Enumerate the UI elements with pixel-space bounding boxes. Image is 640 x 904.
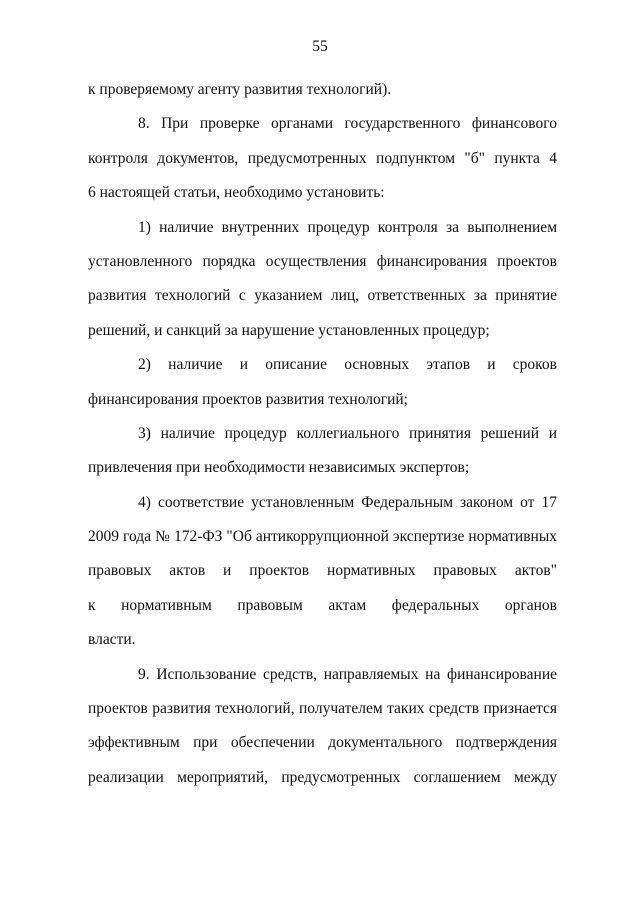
- text-line: 2009 года № 172-ФЗ "Об антикоррупционной экспертизе нормативных: [88, 528, 557, 546]
- text-line: реализации мероприятий, предусмотренных соглашением между: [88, 768, 557, 786]
- paragraph: [88, 658, 557, 796]
- text-line: 2) наличие и описание основных этапов и сроков: [138, 356, 557, 374]
- text-line: привлечения при необходимости независимых экспертов;: [88, 459, 470, 477]
- text-line: 8. При проверке органами государственного финансового: [138, 115, 557, 133]
- paragraph: [88, 417, 557, 486]
- paragraph: [88, 211, 557, 349]
- text-line: эффективным при обеспечении документального подтверждения: [88, 734, 557, 752]
- text-line: власти.: [88, 631, 136, 649]
- text-line: к нормативным правовым актам федеральных органов: [88, 596, 557, 614]
- text-line: проектов развития технологий, получателем таких средств признается: [88, 700, 557, 718]
- document-body: [88, 73, 557, 795]
- text-line: контроля документов, предусмотренных подпунктом "б" пункта 4: [88, 149, 557, 167]
- paragraph: [88, 486, 557, 658]
- paragraph: [88, 107, 557, 210]
- text-line: установленного порядка осуществления финансирования проектов: [88, 252, 557, 270]
- text-line: 4) соответствие установленным Федеральным законом от 17: [138, 493, 557, 511]
- text-line: решений, и санкций за нарушение установленных процедур;: [88, 321, 490, 339]
- paragraph: [88, 348, 557, 417]
- paragraph: [88, 73, 557, 107]
- text-line: финансирования проектов развития технологий;: [88, 390, 408, 408]
- text-line: 9. Использование средств, направляемых на финансирование: [138, 665, 557, 683]
- text-line: 6 настоящей статьи, необходимо установить:: [88, 184, 385, 202]
- text-line: развития технологий с указанием лиц, ответственных за принятие: [88, 287, 557, 305]
- page-number: 55: [312, 38, 328, 55]
- text-line: 1) наличие внутренних процедур контроля за выполнением: [138, 218, 557, 236]
- text-line: 3) наличие процедур коллегиального принятия решений и: [138, 424, 557, 442]
- text-line: правовых актов и проектов нормативных правовых актов": [88, 562, 557, 580]
- text-line: к проверяемому агенту развития технологий).: [88, 81, 392, 98]
